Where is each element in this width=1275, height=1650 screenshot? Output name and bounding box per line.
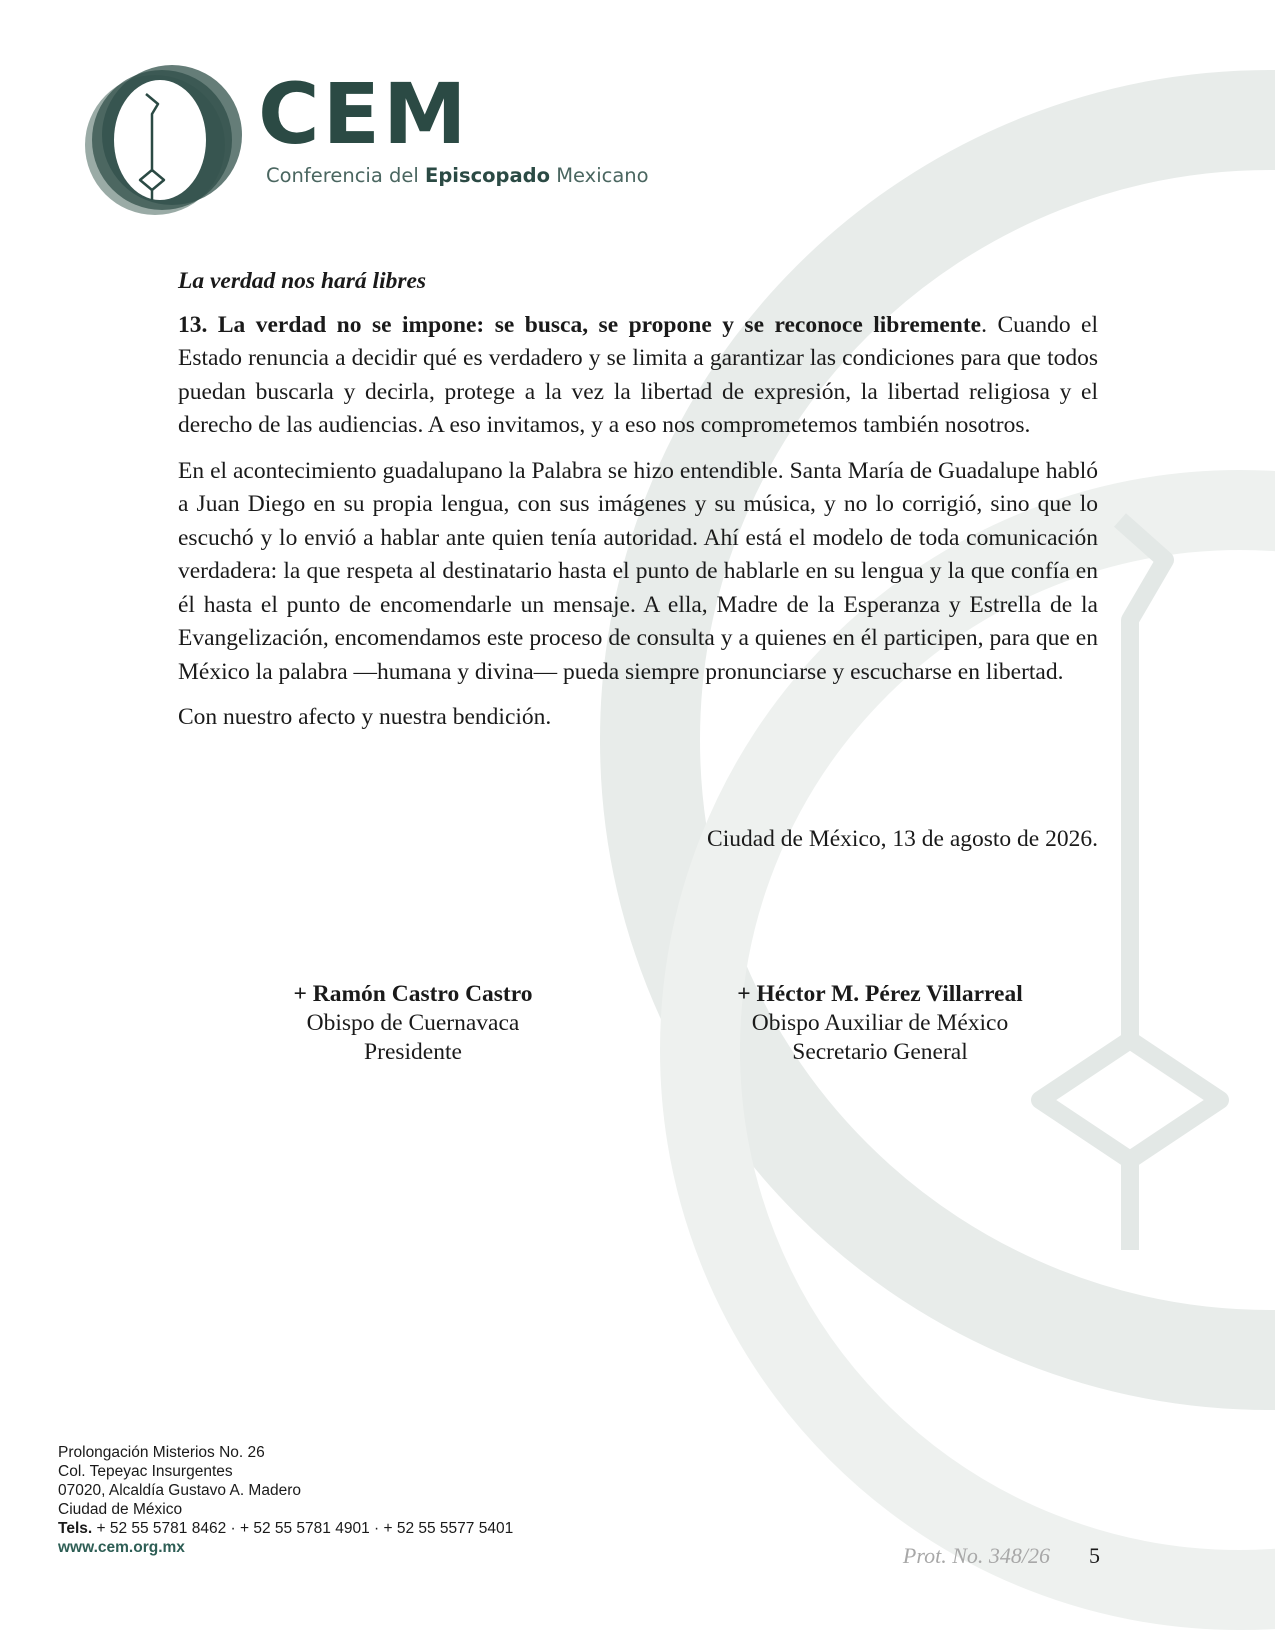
signatory-title: Obispo de Cuernavaca xyxy=(306,1010,520,1036)
signatory-title: Obispo Auxiliar de México xyxy=(751,1010,1009,1036)
paragraph-13-lead: 13. La verdad no se impone: se busca, se propone y se reconoce libremente xyxy=(178,311,982,338)
org-full-name: Conferencia del Episcopado Mexicano xyxy=(266,164,649,187)
protocol-number: Prot. No. 348/26 xyxy=(902,1543,1050,1568)
address-line: Col. Tepeyac Insurgentes xyxy=(58,1463,233,1480)
website-link[interactable]: www.cem.org.mx xyxy=(58,1539,185,1556)
cem-logo xyxy=(80,60,255,220)
paragraph-guadalupe: En el acontecimiento guadalupano la Palabra se hizo entendible. Santa María de Guadalupe habló a Juan Diego en su propia lengua, con sus imágenes y su música, y no lo corrigió, sino que lo escuchó y lo envió a hablar ante quien tenía autoridad. Ahí está el modelo de toda comunicación verdadera: la que respeta al destinatario hasta el punto de hablarle en su lengua y la que confía en él hasta el punto de encomendarle un mensaje. A ella, Madre de la Esperanza y Estrella de la Evangelización, encomendamos este proceso de consulta y a quienes en él participen, para que en México la palabra —humana y divina— pueda siempre pronunciarse y escucharse en libertad. xyxy=(178,457,1098,685)
signature-president xyxy=(233,980,593,1067)
address-line: Prolongación Misterios No. 26 xyxy=(58,1444,265,1461)
section-heading: La verdad nos hará libres xyxy=(178,268,427,294)
address-line: 07020, Alcaldía Gustavo A. Madero xyxy=(58,1482,301,1499)
closing-line: Con nuestro afecto y nuestra bendición. xyxy=(178,704,552,730)
org-acronym: CEM xyxy=(258,65,470,163)
footer-address xyxy=(58,1443,513,1557)
page-number: 5 xyxy=(1089,1543,1100,1568)
letter-date: Ciudad de México, 13 de agosto de 2026. xyxy=(707,826,1098,852)
signatory-name: + Ramón Castro Castro xyxy=(293,981,533,1007)
phone-line: Tels. + 52 55 5781 8462 · + 52 55 5781 4901 · + 52 55 5577 5401 xyxy=(58,1520,514,1537)
letter-body xyxy=(178,265,1098,747)
letterhead xyxy=(80,60,680,220)
paragraph-13 xyxy=(178,309,1098,443)
signature-secretary xyxy=(700,980,1060,1067)
paragraph-13-text: . Cuando el Estado renuncia a decidir qué es verdadero y se limita a garantizar las condiciones para que todos puedan buscarla y decirla, protege a la vez la libertad de expresión, la libertad religiosa y el derecho de las audiencias. A eso invitamos, y a eso nos comprometemos también nosotros. xyxy=(178,311,1098,438)
signatory-name: + Héctor M. Pérez Villarreal xyxy=(737,981,1023,1007)
address-line: Ciudad de México xyxy=(58,1501,183,1518)
signatory-position: Presidente xyxy=(364,1039,462,1065)
signatory-position: Secretario General xyxy=(792,1039,968,1065)
